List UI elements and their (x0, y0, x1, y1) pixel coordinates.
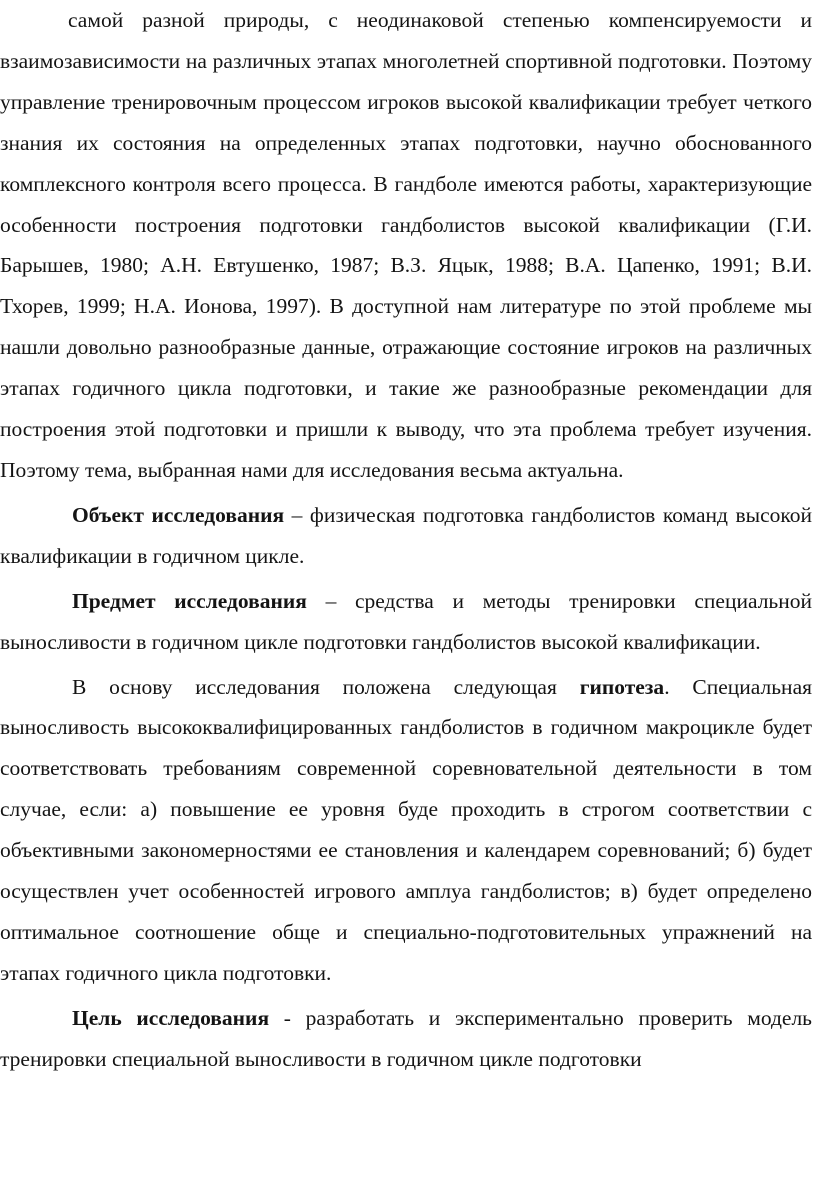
hypothesis-paragraph (0, 667, 812, 994)
object-label: Объект исследования (72, 502, 285, 527)
subject-paragraph (0, 581, 812, 663)
hypothesis-text: . Специальная выносливость высококвалифицированных гандболистов в годичном макроцикле будет соответствовать требованиям современной соревновательной деятельности в том случае, если: а) повышение ее уровня буде проходить в строгом соответствии с объективными закономерностями ее становления и календарем соревнований; б) будет осуществлен учет особенностей игрового амплуа гандболистов; в) будет определено оптимальное соотношение обще и специально-подготовительных упражнений на этапах годичного цикла подготовки. (0, 674, 812, 985)
intro-text: самой разной природы, с неодинаковой степенью компенсируемости и взаимозависимости на различных этапах многолетней спортивной подготовки. Поэтому управление тренировочным процессом игроков высокой квалификации требует четкого знания их состояния на определенных этапах подготовки, научно обоснованного комплексного контроля всего процесса. В гандболе имеются работы, характеризующие особенности построения подготовки гандболистов высокой квалификации (Г.И. Барышев, 1980; А.Н. Евтушенко, 1987; В.З. Яцык, 1988; В.А. Цапенко, 1991; В.И. Тхорев, 1999; Н.А. Ионова, 1997). В доступной нам литературе по этой проблеме мы нашли довольно разнообразные данные, отражающие состояние игроков на различных этапах годичного цикла подготовки, и такие же разнообразные рекомендации для построения этой подготовки и пришли к выводу, что эта проблема требует изучения. Поэтому тема, выбранная нами для исследования весьма актуальна. (0, 8, 812, 482)
goal-paragraph (0, 998, 812, 1080)
object-paragraph (0, 495, 812, 577)
subject-text: – средства и методы тренировки специальной выносливости в годичном цикле подготовки гандболистов высокой квалификации. (0, 588, 812, 654)
subject-label: Предмет исследования (72, 588, 307, 613)
goal-text: - разработать и экспериментально проверить модель тренировки специальной выносливости в годичном цикле подготовки (0, 1005, 812, 1071)
object-text: – физическая подготовка гандболистов команд высокой квалификации в годичном цикле. (0, 502, 812, 568)
hypothesis-lead: В основу исследования положена следующая (72, 674, 580, 699)
goal-label: Цель исследования (72, 1005, 270, 1030)
intro-paragraph (0, 0, 812, 491)
hypothesis-label: гипотеза (579, 674, 665, 699)
